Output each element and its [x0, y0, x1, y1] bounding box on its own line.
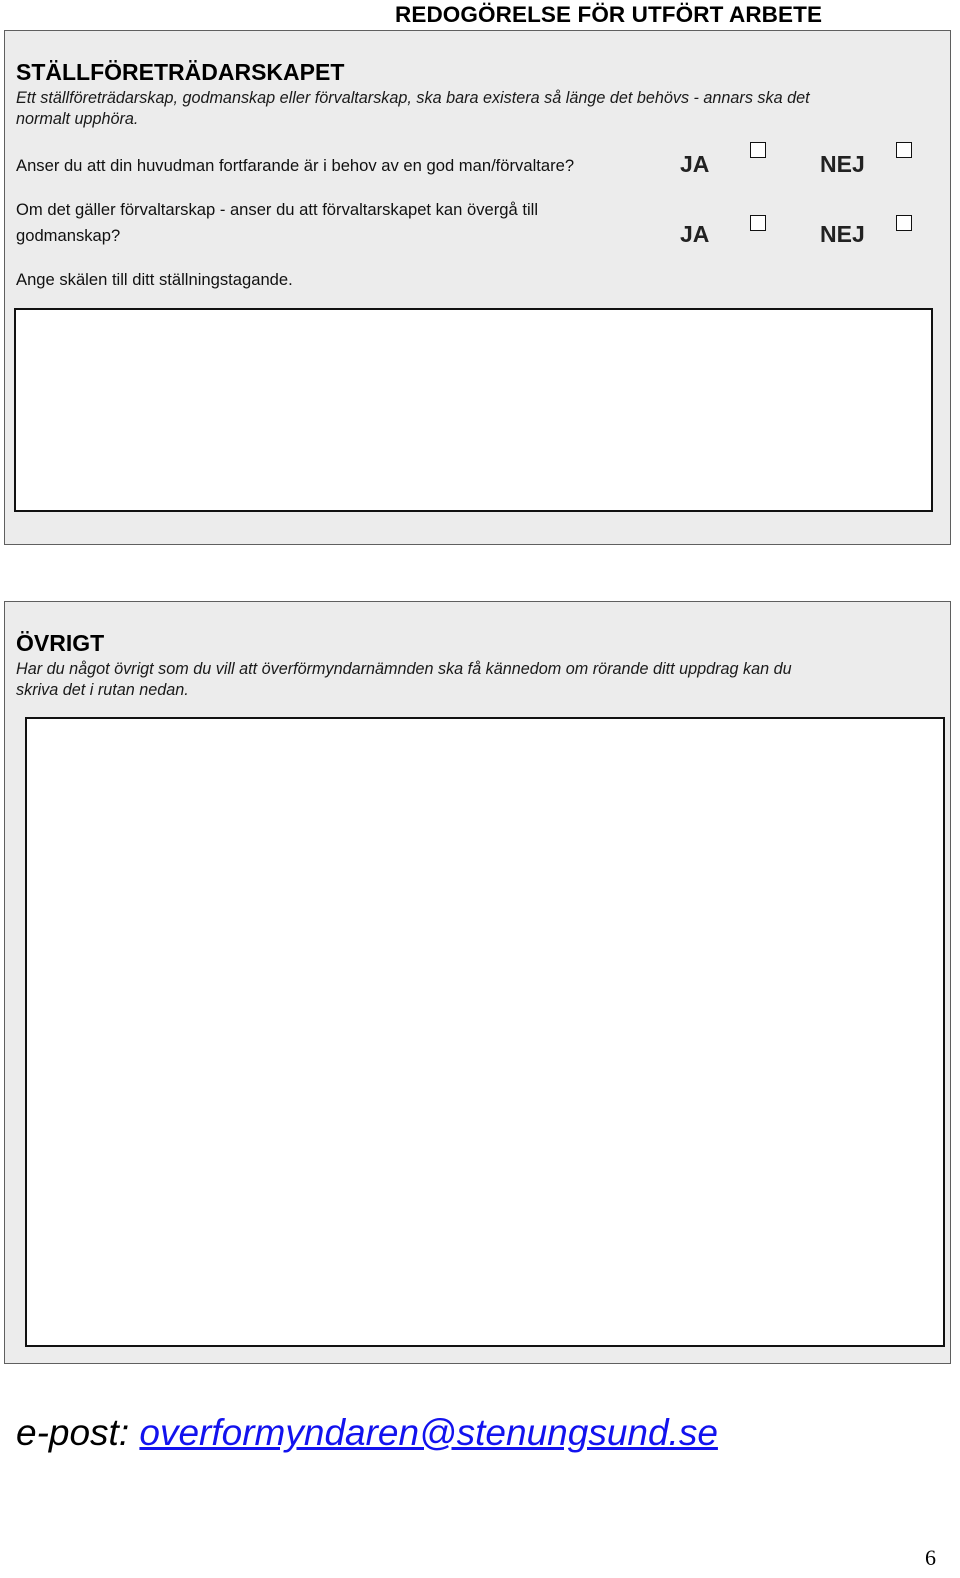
question-need-guardian: Anser du att din huvudman fortfarande är i behov av en god man/förvaltare? [16, 156, 575, 175]
email-link[interactable]: overformyndaren@stenungsund.se [139, 1412, 718, 1453]
representation-description-line-2: normalt upphöra. [16, 110, 139, 128]
question-need-guardian-yes-label: JA [680, 151, 710, 177]
other-description-line-1: Har du något övrigt som du vill att överförmyndarnämnden ska få kännedom om rörande ditt uppdrag kan du [16, 660, 792, 678]
question-convert-line-2: godmanskap? [16, 226, 121, 245]
representation-section [4, 30, 951, 545]
other-section-title: ÖVRIGT [16, 630, 105, 656]
question-convert-yes-checkbox[interactable] [750, 215, 766, 231]
other-description-line-2: skriva det i rutan nedan. [16, 681, 189, 699]
question-convert-yes-label: JA [680, 221, 710, 247]
question-convert-no-checkbox[interactable] [896, 215, 912, 231]
question-convert-line-1: Om det gäller förvaltarskap - anser du att förvaltarskapet kan övergå till [16, 200, 539, 219]
representation-description-line-1: Ett ställföreträdarskap, godmanskap eller förvaltarskap, ska bara existera så länge det behövs - annars ska det [16, 89, 810, 107]
page-number: 6 [925, 1545, 936, 1570]
question-need-guardian-no-label: NEJ [820, 151, 865, 177]
page-title: REDOGÖRELSE FÖR UTFÖRT ARBETE [395, 2, 823, 27]
email-label: e-post: [16, 1412, 130, 1453]
question-need-guardian-yes-checkbox[interactable] [750, 142, 766, 158]
contact-email-line [16, 1412, 718, 1454]
question-convert-no-label: NEJ [820, 221, 865, 247]
question-need-guardian-no-checkbox[interactable] [896, 142, 912, 158]
representation-section-title: STÄLLFÖRETRÄDARSKAPET [16, 59, 345, 85]
other-section [4, 601, 951, 1364]
other-textbox[interactable] [25, 717, 945, 1347]
reason-label: Ange skälen till ditt ställningstagande. [16, 270, 293, 289]
reason-textbox[interactable] [14, 308, 933, 512]
